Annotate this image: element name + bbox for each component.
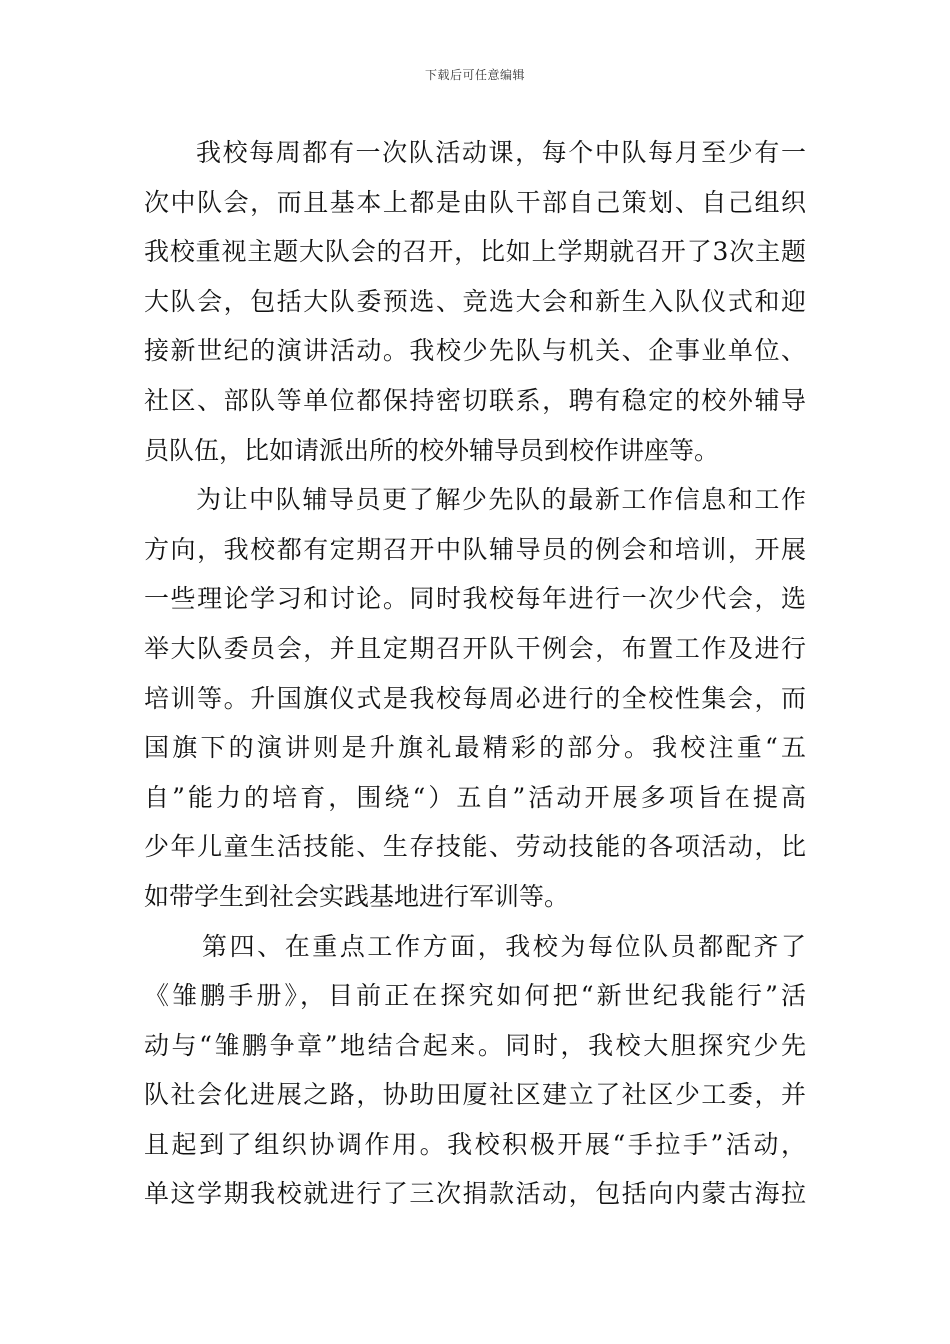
paragraph-3 (144, 922, 806, 1220)
text-line: 员队伍，比如请派出所的校外辅导员到校作讲座等。 (144, 435, 720, 465)
text-line: 如带学生到社会实践基地进行军训等。 (144, 881, 570, 911)
text-line: 一些理论学习和讨论。同时我校每年进行一次少代会，选 (144, 584, 806, 614)
text-line: 动与“雏鹏争章”地结合起来。同时，我校大胆探究少先 (144, 1030, 806, 1060)
text-line: 大队会，包括大队委预选、竞选大会和新生入队仪式和迎 (144, 286, 806, 316)
text-line: 自”能力的培育，围绕“）五自”活动开展多项旨在提高 (144, 782, 806, 812)
document-body (144, 128, 806, 1219)
text-line: 方向，我校都有定期召开中队辅导员的例会和培训，开展 (144, 534, 806, 564)
text-line: 社区、部队等单位都保持密切联系，聘有稳定的校外辅导 (144, 385, 806, 415)
text-line: 举大队委员会，并且定期召开队干例会，布置工作及进行 (144, 633, 806, 663)
text-line: 《雏鹏手册》，目前正在探究如何把“新世纪我能行”活 (144, 981, 806, 1011)
text-line: 次中队会，而且基本上都是由队干部自己策划、自己组织 (144, 187, 806, 217)
text-line: 少年儿童生活技能、生存技能、劳动技能的各项活动，比 (144, 832, 806, 862)
text-line: 队社会化进展之路，协助田厦社区建立了社区少工委，并 (144, 1080, 806, 1110)
text-line: 为让中队辅导员更了解少先队的最新工作信息和工作 (196, 485, 806, 515)
text-line: 国旗下的演讲则是升旗礼最精彩的部分。我校注重“五 (144, 733, 806, 763)
text-line: 且起到了组织协调作用。我校积极开展“手拉手”活动， (144, 1129, 806, 1159)
paragraph-1 (144, 128, 806, 475)
paragraph-2 (144, 475, 806, 921)
text-line: 我校每周都有一次队活动课，每个中队每月至少有一 (196, 138, 806, 167)
text-line: 第四、在重点工作方面，我校为每位队员都配齐了 (202, 931, 806, 961)
text-line: 接新世纪的演讲活动。我校少先队与机关、企事业单位、 (144, 336, 806, 366)
page-header: 下载后可任意编辑 (424, 68, 525, 82)
text-line: 我校重视主题大队会的召开，比如上学期就召开了3次主题 (144, 237, 806, 267)
text-line: 单这学期我校就进行了三次捐款活动，包括向内蒙古海拉 (144, 1179, 806, 1209)
text-line: 培训等。升国旗仪式是我校每周必进行的全校性集会，而 (144, 683, 806, 713)
